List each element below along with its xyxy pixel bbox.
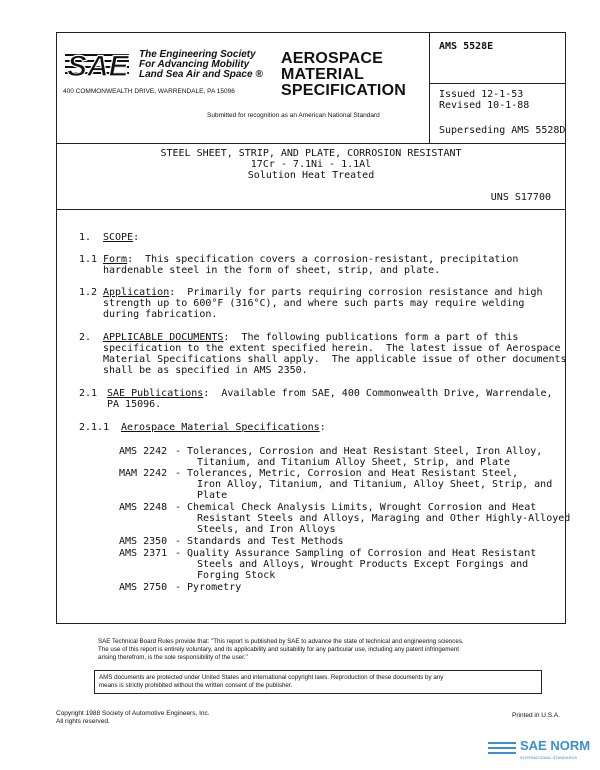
ams-desc: Iron Alloy, Titanium, and Titanium, Alloy Sheet, Strip, and xyxy=(197,479,553,490)
ams-code: AMS 2750 xyxy=(119,582,168,593)
doc-type-line: SPECIFICATION xyxy=(281,82,406,99)
tagline-line: Land Sea Air and Space ® xyxy=(139,69,263,80)
note-line: arising therefrom, is the sole responsibility of the user." xyxy=(98,654,248,661)
paragraph-text: shall be as specified in AMS 2350. xyxy=(103,365,308,376)
ams-code: AMS 2350 xyxy=(119,536,168,547)
paragraph xyxy=(121,422,326,433)
ams-desc: - Standards and Test Methods xyxy=(175,536,344,547)
ams-code: MAM 2242 xyxy=(119,468,168,479)
paragraph-text: strength up to 600°F (316°C), and where such parts may require welding xyxy=(103,298,525,309)
spec-title-block xyxy=(56,144,566,210)
note-line: SAE Technical Board Rules provide that: "This report is published by SAE to advance the state of technical and engineering sciences. xyxy=(98,638,464,645)
header-frame xyxy=(56,32,566,144)
paragraph-text: PA 15096. xyxy=(107,399,162,410)
tagline xyxy=(139,50,263,80)
copyright xyxy=(56,710,210,726)
ams-code: AMS 2242 xyxy=(119,446,168,457)
section-number: 1. xyxy=(79,232,92,243)
note-line: The use of this report is entirely voluntary, and its applicability and suitability for any particular use, including any patent infringement xyxy=(98,646,460,653)
ams-specs-heading: Aerospace Material Specifications xyxy=(121,422,320,433)
paragraph-text: hardenable steel in the form of sheet, strip, and plate. xyxy=(103,265,441,276)
ams-desc: Steels and Alloys, Wrought Products Except Forgings and xyxy=(197,559,529,570)
logo-text: SAE xyxy=(67,50,129,82)
section-number: 1.1 xyxy=(79,254,98,265)
tagline-line: For Advancing Mobility xyxy=(139,59,250,70)
section-heading: SCOPE: xyxy=(103,232,140,243)
spec-body xyxy=(56,210,571,624)
section-number: 2.1.1 xyxy=(79,422,110,433)
copyright-line: All rights reserved. xyxy=(56,718,110,725)
ams-desc: - Quality Assurance Sampling of Corrosion and Heat Resistant xyxy=(175,548,537,559)
spec-title-line: Solution Heat Treated xyxy=(247,170,375,181)
issue-dates xyxy=(439,89,529,111)
doc-type-line: MATERIAL xyxy=(281,66,365,83)
issued-date: Issued 12-1-53 xyxy=(439,89,524,100)
recognition-note: Submitted for recognition as an American National Standard xyxy=(207,112,380,119)
applicable-docs-heading: APPLICABLE DOCUMENTS xyxy=(103,332,224,343)
uns-number: UNS S17700 xyxy=(490,192,551,203)
doc-type-title xyxy=(281,51,406,99)
ams-desc: - Chemical Check Analysis Limits, Wrought Corrosion and Heat xyxy=(175,502,537,513)
sae-logo-icon xyxy=(65,48,129,82)
paragraph-text: : xyxy=(319,422,326,433)
copyright-line: Copyright 1988 Society of Automotive Engineers, Inc. xyxy=(56,710,210,717)
doc-type-line: AEROSPACE xyxy=(281,50,383,67)
header-divider xyxy=(429,33,430,143)
address: 400 COMMONWEALTH DRIVE, WARRENDALE, PA 15096 xyxy=(63,88,235,95)
watermark-text: SAE NORM xyxy=(520,738,591,753)
spec-title-line: STEEL SHEET, STRIP, AND PLATE, CORROSION RESISTANT xyxy=(160,148,462,159)
paragraph xyxy=(107,388,553,399)
note-line: AMS documents are protected under United States and international copyright laws. Reproduction of these documents by any xyxy=(99,674,444,681)
sae-publications-label: SAE Publications xyxy=(107,388,204,399)
section-number: 1.2 xyxy=(79,287,98,298)
ams-desc: Titanium, and Titanium Alloy Sheet, Strip, and Plate xyxy=(197,457,511,468)
paragraph xyxy=(103,254,518,265)
tagline-line: The Engineering Society xyxy=(139,49,256,60)
scope-heading: SCOPE xyxy=(103,232,134,243)
note-line: means is strictly prohibited without the written consent of the publisher. xyxy=(99,682,293,689)
spec-title xyxy=(57,148,565,181)
paragraph-text: : The following publications form a part of this xyxy=(223,332,519,343)
ams-desc: Steels, and Iron Alloys xyxy=(197,524,336,535)
section-number: 2. xyxy=(79,332,92,343)
watermark-subtext: INTERNATIONAL STANDARDS xyxy=(520,755,578,760)
copyright-notice xyxy=(99,674,443,690)
application-label: Application xyxy=(103,287,170,298)
printed-in: Printed in U.S.A. xyxy=(512,712,561,719)
ams-desc: - Tolerances, Corrosion and Heat Resistant Steel, Iron Alloy, xyxy=(175,446,543,457)
paragraph xyxy=(103,332,518,343)
board-rules-note xyxy=(98,638,538,662)
ams-code: AMS 2248 xyxy=(119,502,168,513)
paragraph-text: during fabrication. xyxy=(103,309,218,320)
ams-desc: - Pyrometry xyxy=(175,582,242,593)
ams-desc: Resistant Steels and Alloys, Maraging and Other Highly-Alloyed xyxy=(197,513,571,524)
ams-code: AMS 2371 xyxy=(119,548,168,559)
superseding: Superseding AMS 5528D xyxy=(439,125,566,136)
revised-date: Revised 10-1-88 xyxy=(439,100,530,111)
form-label: Form xyxy=(103,254,128,265)
copyright-notice-box xyxy=(94,670,542,694)
paragraph-text: specification to the extent specified herein. The latest issue of Aerospace xyxy=(103,343,561,354)
paragraph-text: : Available from SAE, 400 Commonwealth Drive, Warrendale, xyxy=(203,388,553,399)
section-number: 2.1 xyxy=(79,388,98,399)
paragraph-text: Material Specifications shall apply. The applicable issue of other documents xyxy=(103,354,567,365)
paragraph-text: : Primarily for parts requiring corrosion resistance and high xyxy=(169,287,543,298)
ams-desc: Forging Stock xyxy=(197,570,276,581)
ams-number: AMS 5528E xyxy=(439,41,494,52)
ams-desc: - Tolerances, Metric, Corrosion and Heat Resistant Steel, xyxy=(175,468,519,479)
ams-desc: Plate xyxy=(197,490,228,501)
spec-title-line: 17Cr - 7.1Ni - 1.1Al xyxy=(250,159,372,170)
header-divider-h xyxy=(429,83,565,84)
paragraph-text: : This specification covers a corrosion-resistant, precipitation xyxy=(127,254,519,265)
paragraph xyxy=(103,287,543,298)
